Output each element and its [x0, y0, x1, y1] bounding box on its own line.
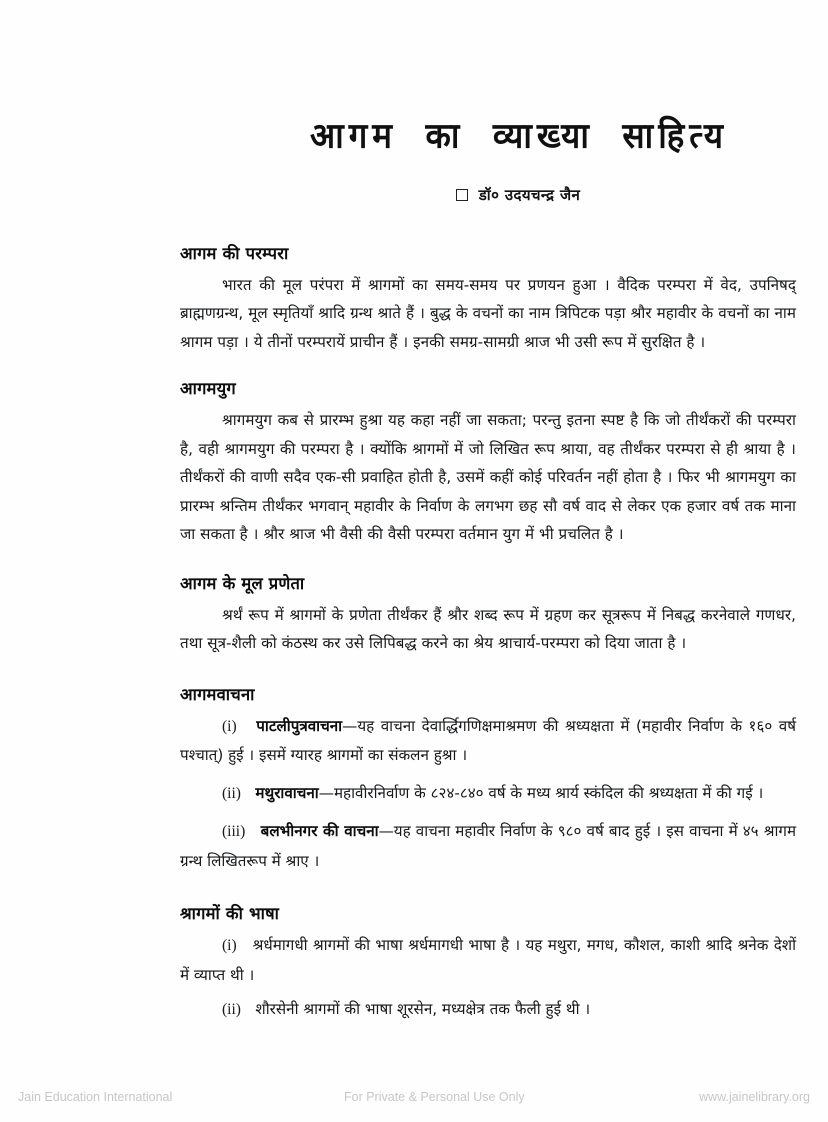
list-marker: (i) [222, 937, 237, 955]
title-block [180, 114, 796, 205]
list-item-text: —यह वाचना देवार्द्धिगणिक्षमाश्रमण की श्रध्यक्षता में (महावीर निर्वाण के १६० वर्ष पश्चात्) हुई । इसमें ग्यारह श्रागमों का संकलन हुश्रा । [180, 716, 797, 765]
list-marker: (ii) [222, 1001, 241, 1019]
section-agamon-ki-bhasha [180, 901, 796, 1025]
list-item-text: —यह वाचना महावीर निर्वाण के ९८० वर्ष बाद हुई । इस वाचना में ४५ श्रागम ग्रन्थ लिखितरूप में श्राए । [180, 822, 797, 870]
list-item [180, 779, 796, 809]
list-marker: (i) [222, 717, 237, 735]
section-agamvachana [180, 682, 796, 876]
page-content [180, 0, 796, 1025]
list-marker: (iii) [222, 823, 246, 841]
square-bullet-icon [456, 189, 468, 201]
paragraph: श्रर्थं रूप में श्रागमों के प्रणेता तीर्थंकर हैं श्रौर शब्द रूप में ग्रहण कर सूत्ररूप में निबद्ध करनेवाले गणधर, तथा सूत्र-शैली को कंठस्थ कर उसे लिपिबद्ध करने का श्रेय श्राचार्य-परम्परा को दिया जाता है । [180, 605, 796, 653]
list-item [180, 931, 796, 989]
list-item-text: श्रर्धमागधी श्रागमों की भाषा श्रर्धमागधी भाषा है । यह मथुरा, मगध, कौशल, काशी श्रादि श्रनेक देशों में व्याप्त थी । [180, 936, 797, 984]
section-agamyug [180, 376, 796, 549]
paragraph: भारत की मूल परंपरा में श्रागमों का समय-समय पर प्रणयन हुआ । वैदिक परम्परा में वेद, उपनिषद् ब्राह्मणग्रन्थ, मूल स्मृतियाँ श्रादि ग्रन्थ श्राते हैं । बुद्ध के वचनों का नाम त्रिपिटक पड़ा श्रौर महावीर के वचनों का नाम श्रागम पड़ा । ये तीनों परम्परायें प्राचीन हैं । इनकी समग्र-सामग्री श्राज भी उसी रूप में सुरक्षित है । [180, 275, 796, 351]
section-agam-ke-mul-praneta [180, 571, 796, 658]
list-item-term: पाटलीपुत्रवाचना [256, 716, 343, 735]
list-item-text: शौरसेनी श्रागमों की भाषा शूरसेन, मध्यक्षेत्र तक फैली हुई थी । [255, 1000, 591, 1019]
footer-right-link[interactable]: www.jainelibrary.org [699, 1090, 810, 1104]
section-heading: श्रागमों की भाषा [180, 904, 280, 924]
byline [180, 185, 796, 205]
author-name: डॉ० उदयचन्द्र जैन [478, 185, 581, 204]
list-item [180, 995, 796, 1025]
list-item-text: —महावीरनिर्वाण के ८२४-८४० वर्ष के मध्य श्रार्य स्कंदिल की श्रध्यक्षता में की गई । [318, 783, 764, 802]
section-heading: आगमवाचना [180, 684, 255, 704]
section-agam-ki-parampara [180, 241, 796, 357]
section-heading: आगम के मूल प्रणेता [180, 573, 305, 593]
list-item [180, 712, 796, 770]
paragraph: श्रागमयुग कब से प्रारम्भ हुश्रा यह कहा नहीं जा सकता; परन्तु इतना स्पष्ट है कि जो तीर्थंकरों की परम्परा है, वही श्रागमयुग की परम्परा है । क्योंकि श्रागमों में जो लिखित रूप श्राया, वह तीर्थंकर परम्परा से ही श्राया है । तीर्थंकरों की वाणी सदैव एक-सी प्रवाहित होती है, उसमें कहीं कोई परिवर्तन नहीं होता है । फिर भी श्रागमयुग का प्रारम्भ श्रन्तिम तीर्थंकर भगवान् महावीर के निर्वाण के लगभग छह सौ वर्ष वाद से लेकर एक हजार वर्ष तक माना जा सकता है । श्रौर श्राज भी वैसी की वैसी परम्परा वर्तमान युग में भी प्रचलित है । [180, 411, 796, 544]
section-heading: आगम की परम्परा [180, 243, 289, 263]
page-footer [0, 1090, 828, 1112]
footer-center-text: For Private & Personal Use Only [344, 1090, 525, 1104]
footer-left-text: Jain Education International [18, 1090, 173, 1104]
list-item-term: मथुरावाचना [255, 783, 319, 802]
section-heading: आगमयुग [180, 379, 236, 399]
list-item-term: बलभीनगर की वाचना [260, 822, 379, 841]
page-title: आगम का व्याख्या साहित्य [310, 114, 728, 157]
list-item [180, 817, 796, 875]
list-marker: (ii) [222, 784, 241, 802]
